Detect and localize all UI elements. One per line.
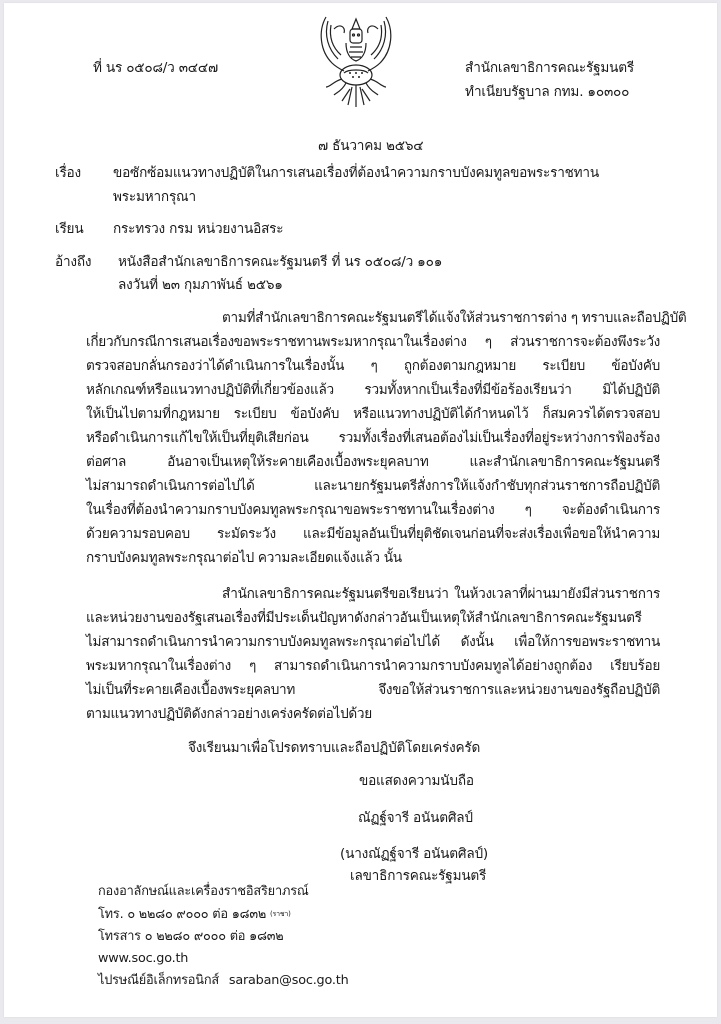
office-address: ทำเนียบรัฐบาล กทม. ๑๐๓๐๐ xyxy=(465,84,630,100)
footer-website[interactable]: www.soc.go.th xyxy=(98,951,189,966)
paragraph-line: หลักเกณฑ์หรือแนวทางปฏิบัติที่เกี่ยวข้องแล้ว รวมทั้งหากเป็นเรื่องที่มีข้อร้องเรียนว่า มิได้ปฏิบัติ xyxy=(86,382,660,398)
footer-fax: โทรสาร ๐ ๒๒๘๐ ๙๐๐๐ ต่อ ๑๘๓๒ xyxy=(98,929,284,944)
reference-label: อ้างถึง xyxy=(55,254,92,270)
footer-phone xyxy=(98,905,291,924)
footer-email-address[interactable]: saraban@soc.go.th xyxy=(228,973,349,988)
reference-number: ที่ นร ๐๕๐๘/ว ๓๔๔๗ xyxy=(93,60,218,76)
paragraph-line: และหน่วยงานของรัฐเสนอเรื่องที่มีประเด็นปัญหาดังกล่าวอันเป็นเหตุให้สำนักเลขาธิการคณะรัฐมนตรี xyxy=(86,610,642,626)
paragraph-line: ตามที่สำนักเลขาธิการคณะรัฐมนตรีได้แจ้งให้ส่วนราชการต่าง ๆ ทราบและถือปฏิบัติ xyxy=(222,310,687,326)
subject-line-1: ขอซักซ้อมแนวทางปฏิบัติในการเสนอเรื่องที่ต้องนำความกราบบังคมทูลขอพระราชทาน xyxy=(113,165,599,181)
paragraph-line: กราบบังคมทูลพระกรุณาต่อไป ความละเอียดแจ้งแล้ว นั้น xyxy=(86,550,402,566)
paragraph-line: เกี่ยวกับกรณีการเสนอเรื่องขอพระราชทานพระมหากรุณาในเรื่องต่าง ๆ ส่วนราชการจะต้องพึงระวัง xyxy=(86,334,660,350)
reference-line-1: หนังสือสำนักเลขาธิการคณะรัฐมนตรี ที่ นร ๐๕๐๘/ว ๑๐๑ xyxy=(118,254,443,270)
document-page xyxy=(4,3,717,1017)
paragraph-line: ไม่สามารถดำเนินการต่อไปได้ และนายกรัฐมนตรีสั่งการให้แจ้งกำชับทุกส่วนราชการถือปฏิบัติ xyxy=(86,478,660,494)
office-name: สำนักเลขาธิการคณะรัฐมนตรี xyxy=(465,60,635,76)
paragraph-line: ไม่เป็นที่ระคายเคืองเบื้องพระยุคลบาท จึงขอให้ส่วนราชการและหน่วยงานของรัฐถือปฏิบัติ xyxy=(86,682,660,698)
paragraph-line: ตรวจสอบกลั่นกรองว่าได้ดำเนินการในเรื่องนั้น ๆ ถูกต้องตามกฎหมาย ระเบียบ ข้อบังคับ xyxy=(86,358,660,374)
subject-line-2: พระมหากรุณา xyxy=(113,189,196,205)
garuda-emblem-icon xyxy=(314,11,398,111)
signer-full-name: (นางณัฏฐ์จารี อนันตศิลป์) xyxy=(340,846,488,862)
footer-phone-number: โทร. ๐ ๒๒๘๐ ๙๐๐๐ ต่อ ๑๘๓๒ xyxy=(98,907,267,922)
footer-division: กองอาลักษณ์และเครื่องราชอิสริยาภรณ์ xyxy=(98,884,309,899)
signer-position: เลขาธิการคณะรัฐมนตรี xyxy=(350,868,487,884)
paragraph-line: สำนักเลขาธิการคณะรัฐมนตรีขอเรียนว่า ในห้วงเวลาที่ผ่านมายังมีส่วนราชการ xyxy=(222,586,660,602)
footer-phone-note: (ราชา) xyxy=(270,910,291,918)
reference-line-2: ลงวันที่ ๒๓ กุมภาพันธ์ ๒๕๖๑ xyxy=(118,277,283,293)
paragraph-line: หรือดำเนินการแก้ไขให้เป็นที่ยุติเสียก่อน รวมทั้งเรื่องที่เสนอต้องไม่เป็นเรื่องที่อยู่ระหว่างการฟ้องร้อง xyxy=(86,430,660,446)
paragraph-line: ด้วยความรอบคอบ ระมัดระวัง และมีข้อมูลอันเป็นที่ยุติชัดเจนก่อนที่จะส่งเรื่องเพื่อขอให้นำความ xyxy=(86,526,660,542)
closing-request: จึงเรียนมาเพื่อโปรดทราบและถือปฏิบัติโดยเคร่งครัด xyxy=(188,740,481,756)
to-value: กระทรวง กรม หน่วยงานอิสระ xyxy=(113,221,284,237)
to-label: เรียน xyxy=(55,221,84,237)
paragraph-line: ต่อศาล อันอาจเป็นเหตุให้ระคายเคืองเบื้องพระยุคลบาท และสำนักเลขาธิการคณะรัฐมนตรี xyxy=(86,454,660,470)
paragraph-line: พระมหากรุณาในเรื่องต่าง ๆ สามารถดำเนินการนำความกราบบังคมทูลได้อย่างถูกต้อง เรียบร้อย xyxy=(86,658,660,674)
document-date: ๗ ธันวาคม ๒๕๖๔ xyxy=(318,138,424,154)
paragraph-line: ไม่สามารถดำเนินการนำความกราบบังคมทูลพระกรุณาต่อไปได้ ดังนั้น เพื่อให้การขอพระราชทาน xyxy=(86,634,660,650)
footer-email xyxy=(98,971,348,990)
footer-email-label: ไปรษณีย์อิเล็กทรอนิกส์ xyxy=(98,973,219,988)
paragraph-line: ให้เป็นไปตามที่กฎหมาย ระเบียบ ข้อบังคับ หรือแนวทางปฏิบัติได้กำหนดไว้ ก็สมควรได้ตรวจสอบ xyxy=(86,406,660,422)
signature: ณัฏฐ์จารี อนันตศิลป์ xyxy=(358,810,473,826)
paragraph-line: ในเรื่องที่ต้องนำความกราบบังคมทูลพระกรุณาขอพระราชทานในเรื่องต่าง ๆ จะต้องดำเนินการ xyxy=(86,502,660,518)
closing-regards: ขอแสดงความนับถือ xyxy=(359,773,474,789)
subject-label: เรื่อง xyxy=(55,165,81,181)
paragraph-line: ตามแนวทางปฏิบัติดังกล่าวอย่างเคร่งครัดต่อไปด้วย xyxy=(86,706,372,722)
